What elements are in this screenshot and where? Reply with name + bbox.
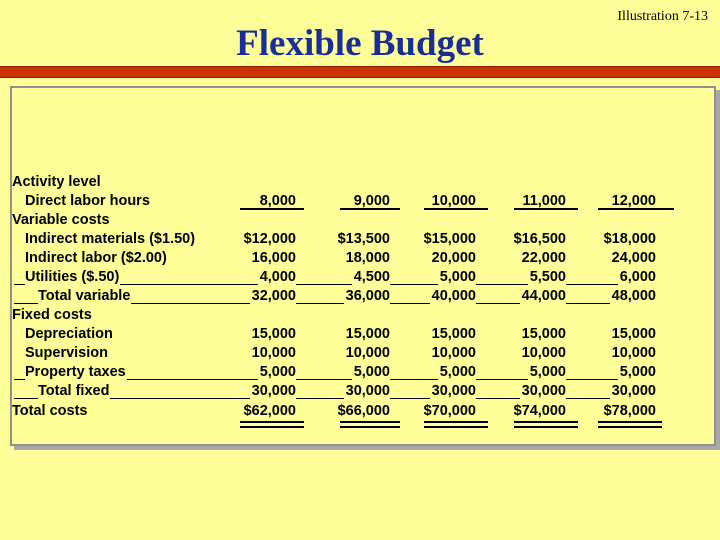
- title-divider-bar: [0, 66, 720, 78]
- value-cell: 18,000: [345, 250, 390, 266]
- indirect-labor-row: [0, 249, 720, 268]
- page-title: Flexible Budget: [236, 23, 484, 64]
- value-cell: 20,000: [431, 250, 476, 266]
- row-label: Depreciation: [25, 326, 113, 342]
- direct-labor-hours-row: [0, 192, 720, 211]
- value-cell: 32,000: [251, 288, 296, 304]
- row-label: Total fixed: [38, 383, 110, 399]
- row-label: Total costs: [12, 403, 88, 419]
- value-cell: 5,000: [439, 269, 476, 285]
- row-label: Property taxes: [25, 364, 126, 380]
- value-cell: 24,000: [611, 250, 656, 266]
- value-cell: 15,000: [521, 326, 566, 342]
- total-costs-row: [0, 402, 720, 421]
- indirect-materials-row: [0, 230, 720, 249]
- value-cell: 10,000: [345, 345, 390, 361]
- value-cell: 15,000: [431, 326, 476, 342]
- value-cell: $16,500: [513, 231, 566, 247]
- value-cell: $74,000: [513, 403, 566, 419]
- value-cell: $15,000: [423, 231, 476, 247]
- value-cell: 6,000: [619, 269, 656, 285]
- depreciation-row: [0, 325, 720, 344]
- value-cell: 30,000: [251, 383, 296, 399]
- value-cell: 36,000: [345, 288, 390, 304]
- value-cell: 44,000: [521, 288, 566, 304]
- value-cell: 10,000: [611, 345, 656, 361]
- value-cell: 16,000: [251, 250, 296, 266]
- value-cell: 15,000: [251, 326, 296, 342]
- value-cell: 8,000: [259, 193, 296, 209]
- total-fixed-row: [0, 382, 720, 401]
- row-label: Indirect materials ($1.50): [25, 231, 196, 247]
- value-cell: 5,000: [439, 364, 476, 380]
- value-cell: 30,000: [431, 383, 476, 399]
- value-cell: $18,000: [603, 231, 656, 247]
- activity-level-label: Activity level: [12, 174, 101, 190]
- double-underline: [424, 421, 488, 428]
- value-cell: 12,000: [611, 193, 656, 209]
- section-label: Fixed costs: [12, 307, 92, 323]
- value-cell: 5,000: [529, 364, 566, 380]
- row-label: Supervision: [25, 345, 108, 361]
- double-underline: [340, 421, 400, 428]
- value-cell: 30,000: [611, 383, 656, 399]
- fixed-costs-row: [0, 306, 720, 325]
- value-cell: 10,000: [251, 345, 296, 361]
- value-cell: 15,000: [345, 326, 390, 342]
- value-cell: 5,000: [353, 364, 390, 380]
- value-cell: $62,000: [243, 403, 296, 419]
- activity-level-row: [0, 173, 720, 192]
- value-cell: 5,000: [619, 364, 656, 380]
- value-cell: 10,000: [521, 345, 566, 361]
- value-cell: 9,000: [353, 193, 390, 209]
- value-cell: $12,000: [243, 231, 296, 247]
- value-cell: 10,000: [431, 345, 476, 361]
- value-cell: $78,000: [603, 403, 656, 419]
- row-label: Indirect labor ($2.00): [25, 250, 167, 266]
- value-cell: 5,500: [529, 269, 566, 285]
- value-cell: 10,000: [431, 193, 476, 209]
- double-underline: [240, 421, 304, 428]
- supervision-row: [0, 344, 720, 363]
- section-label: Variable costs: [12, 212, 110, 228]
- row-label: Direct labor hours: [25, 193, 150, 209]
- value-cell: 48,000: [611, 288, 656, 304]
- double-underline: [514, 421, 578, 428]
- property-taxes-row: [0, 363, 720, 382]
- value-cell: 11,000: [522, 193, 566, 209]
- total-variable-row: [0, 287, 720, 306]
- row-label: Utilities ($.50): [25, 269, 120, 285]
- variable-costs-row: [0, 211, 720, 230]
- double-underline: [598, 421, 662, 428]
- illustration-label: Illustration 7-13: [617, 9, 708, 24]
- value-cell: 15,000: [611, 326, 656, 342]
- value-cell: $66,000: [337, 403, 390, 419]
- value-cell: 40,000: [431, 288, 476, 304]
- value-cell: 5,000: [259, 364, 296, 380]
- value-cell: 30,000: [521, 383, 566, 399]
- value-cell: $13,500: [337, 231, 390, 247]
- value-cell: 4,500: [353, 269, 390, 285]
- utilities-row: [0, 268, 720, 287]
- row-label: Total variable: [38, 288, 131, 304]
- value-cell: 30,000: [345, 383, 390, 399]
- value-cell: 22,000: [521, 250, 566, 266]
- value-cell: 4,000: [259, 269, 296, 285]
- value-cell: $70,000: [423, 403, 476, 419]
